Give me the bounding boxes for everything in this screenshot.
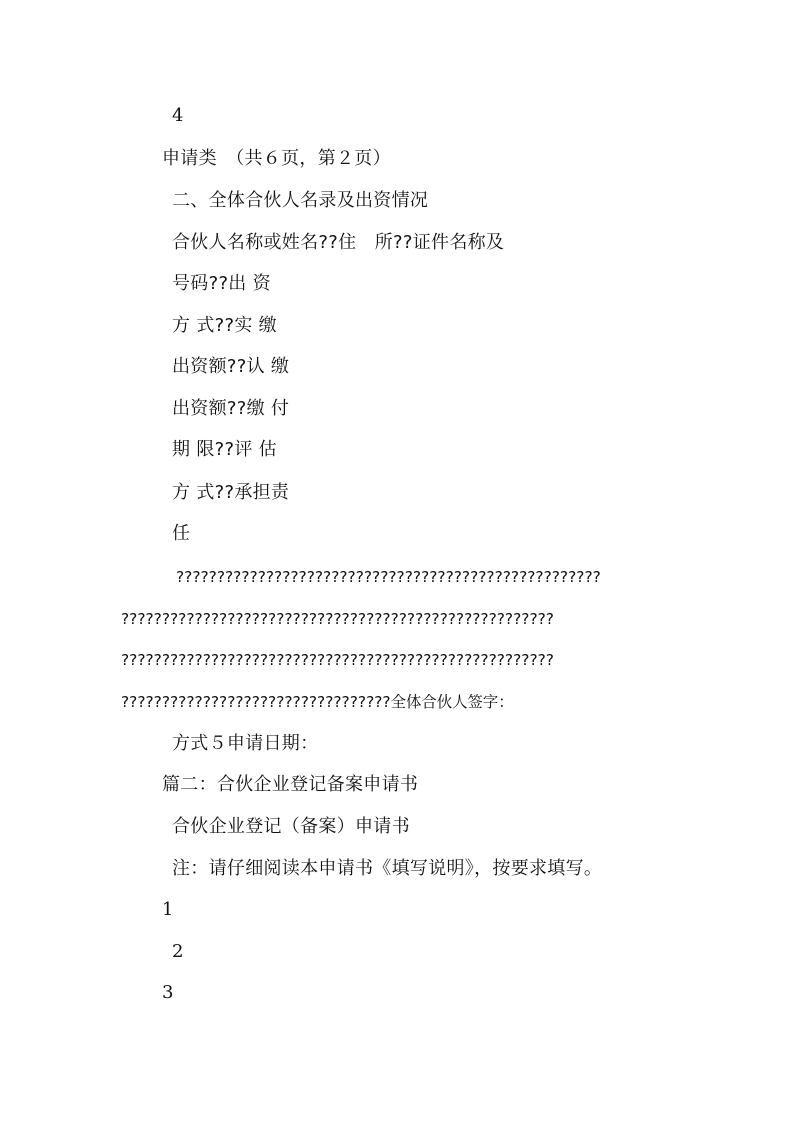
- placeholder-line-4-with-signature: ?????????????????????????????????全体合伙人签字：: [121, 693, 514, 711]
- table-header-line-5: 出资额??缴 付: [172, 398, 290, 419]
- placeholder-line-1: ????????????????????????????????????????????????????: [176, 568, 601, 586]
- table-header-line-7: 方 式??承担责: [172, 482, 290, 503]
- part-two-heading: 篇二：合伙企业登记备案申请书: [162, 774, 419, 795]
- section-two-title: 二、全体合伙人名录及出资情况: [172, 190, 429, 211]
- table-header-line-3: 方 式??实 缴: [172, 315, 277, 336]
- table-header-line-1: 合伙人名称或姓名??住 所??证件名称及: [172, 232, 505, 253]
- table-header-line-4: 出资额??认 缴: [172, 356, 290, 377]
- placeholder-line-2: ?????????????????????????????????????????????????????: [121, 610, 554, 628]
- placeholder-line-3: ?????????????????????????????????????????????????????: [121, 651, 554, 669]
- method-date-line: 方式５申请日期：: [172, 733, 319, 754]
- table-header-line-6: 期 限??评 估: [172, 439, 277, 460]
- page-number-top: 4: [172, 105, 184, 126]
- list-number-1: 1: [162, 899, 174, 920]
- list-number-2: 2: [172, 941, 184, 962]
- note-line: 注：请仔细阅读本申请书《填写说明》，按要求填写。: [172, 858, 603, 879]
- category-line: 申请类 （共６页，第２页）: [162, 148, 391, 169]
- form-title: 合伙企业登记（备案）申请书: [172, 816, 410, 837]
- table-header-line-2: 号码??出 资: [172, 273, 271, 294]
- list-number-3: 3: [162, 982, 174, 1003]
- table-header-line-8: 任: [172, 523, 191, 544]
